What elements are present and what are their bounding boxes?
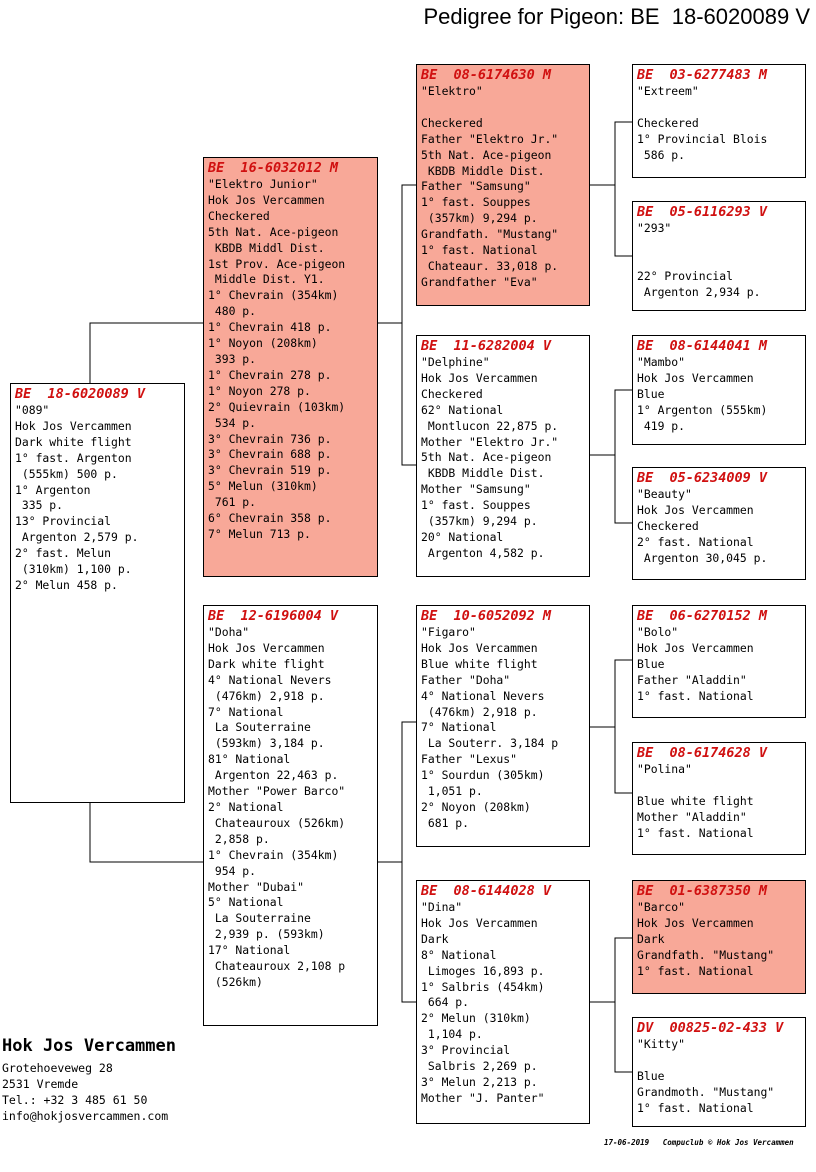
ring-number: BE 08-6174630 M — [421, 67, 552, 83]
pigeon-detail-line: 1° fast. Souppes — [421, 498, 531, 513]
pigeon-detail-line: 419 p. — [637, 418, 686, 433]
pigeon-detail-line: "Barco" — [637, 900, 686, 914]
pigeon-detail-line: 2° fast. Melun — [15, 546, 112, 561]
pigeon-card-ggm-2[interactable] — [632, 467, 806, 580]
loft-street: Grotehoeveweg 28 — [2, 1061, 113, 1075]
pigeon-detail-line: 6° Chevrain 358 p. — [208, 511, 332, 526]
pigeon-detail-line: 2° National — [208, 799, 284, 814]
pigeon-detail-line: Argenton 2,579 p. — [15, 530, 139, 545]
pigeon-detail-line: Dark — [637, 931, 665, 946]
pigeon-detail-line: 761 p. — [208, 495, 257, 510]
ring-number: BE 05-6234009 V — [637, 470, 768, 486]
pigeon-detail-line: Chateauroux (526km) — [208, 815, 346, 830]
pigeon-detail-line: 5° National — [208, 895, 284, 910]
pigeon-detail-line: Blue white flight — [637, 793, 754, 808]
pigeon-detail-line: "Delphine" — [421, 355, 490, 369]
pigeon-detail-line: Argenton 30,045 p. — [637, 550, 768, 565]
pigeon-detail-line: 22° Provincial — [637, 268, 734, 283]
pigeon-detail-line — [637, 1053, 801, 1069]
pigeon-detail-line: Blue — [637, 386, 665, 401]
pigeon-detail-line: 5th Nat. Ace-pigeon — [421, 147, 552, 162]
pigeon-detail-line: 3° Chevrain 688 p. — [208, 447, 332, 462]
pigeon-detail-line: "Elektro Junior" — [208, 177, 318, 191]
pigeon-detail-line: 1° fast. National — [637, 1100, 754, 1115]
pigeon-card-ggm-3[interactable] — [632, 742, 806, 855]
pigeon-card-maternal-grandfather[interactable] — [416, 605, 590, 847]
pigeon-details — [637, 900, 801, 980]
pigeon-detail-line: Hok Jos Vercammen — [421, 915, 538, 930]
ring-number: BE 11-6282004 V — [421, 338, 552, 354]
pigeon-details — [637, 762, 801, 842]
pigeon-card-paternal-grandmother[interactable] — [416, 335, 590, 577]
pigeon-detail-line — [637, 778, 801, 794]
ring-number: BE 10-6052092 M — [421, 608, 552, 624]
pigeon-detail-line: 681 p. — [421, 815, 470, 830]
page-title: Pedigree for Pigeon: BE 18-6020089 V — [423, 4, 810, 29]
pigeon-detail-line: 2° fast. National — [637, 534, 754, 549]
pigeon-detail-line: Father "Samsung" — [421, 179, 531, 194]
ring-number: BE 08-6144041 M — [637, 338, 768, 354]
pigeon-detail-line: 2° Quievrain (103km) — [208, 399, 346, 414]
pigeon-detail-line: Montlucon 22,875 p. — [421, 418, 559, 433]
pigeon-detail-line: 3° Melun 2,213 p. — [421, 1074, 538, 1089]
ring-number: BE 06-6270152 M — [637, 608, 768, 624]
pigeon-detail-line: Hok Jos Vercammen — [637, 370, 754, 385]
pigeon-detail-line: 81° National — [208, 752, 291, 767]
pigeon-detail-line: 1° Noyon (208km) — [208, 336, 318, 351]
pigeon-detail-line: 62° National — [421, 402, 504, 417]
pigeon-detail-line — [637, 100, 801, 116]
pigeon-detail-line: (357km) 9,294 p. — [421, 514, 538, 529]
pigeon-detail-line: 20° National — [421, 529, 504, 544]
pigeon-detail-line: 586 p. — [637, 147, 686, 162]
pigeon-detail-line: Blue — [637, 1068, 665, 1083]
pigeon-detail-line: 1° Argenton — [15, 482, 91, 497]
pigeon-detail-line: 480 p. — [208, 304, 257, 319]
pigeon-detail-line: Mother "J. Panter" — [421, 1090, 545, 1105]
pigeon-detail-line: 1° fast. National — [637, 825, 754, 840]
pigeon-detail-line: 954 p. — [208, 863, 257, 878]
pigeon-details — [208, 177, 373, 543]
pigeon-detail-line: Father "Lexus" — [421, 752, 518, 767]
pigeon-detail-line: 13° Provincial — [15, 514, 112, 529]
ring-number: BE 05-6116293 V — [637, 204, 768, 220]
ring-number: BE 01-6387350 M — [637, 883, 768, 899]
pigeon-detail-line: 3° Chevrain 519 p. — [208, 463, 332, 478]
pigeon-details — [637, 1037, 801, 1117]
pigeon-detail-line: 1° Noyon 278 p. — [208, 383, 311, 398]
pigeon-detail-line: Hok Jos Vercammen — [208, 640, 325, 655]
pigeon-detail-line: 1° Argenton (555km) — [637, 402, 768, 417]
pigeon-card-ggm-4[interactable] — [632, 1017, 806, 1127]
pigeon-detail-line: Argenton 2,934 p. — [637, 284, 761, 299]
pigeon-detail-line: 1,104 p. — [421, 1027, 483, 1042]
pigeon-detail-line: Chateauroux 2,108 p — [208, 959, 346, 974]
pigeon-detail-line: Dark white flight — [15, 434, 132, 449]
pigeon-detail-line: La Souterraine — [208, 720, 311, 735]
pigeon-detail-line — [421, 100, 585, 116]
pigeon-detail-line: "Dina" — [421, 900, 463, 914]
pigeon-detail-line: 2,858 p. — [208, 831, 270, 846]
pigeon-card-ggm-1[interactable] — [632, 201, 806, 311]
pigeon-detail-line: 17° National — [208, 943, 291, 958]
pigeon-detail-line: "Mambo" — [637, 355, 686, 369]
pigeon-detail-line — [637, 253, 801, 269]
pigeon-detail-line: 1° Chevrain 278 p. — [208, 367, 332, 382]
pigeon-detail-line: Mother "Power Barco" — [208, 784, 346, 799]
ring-number: BE 12-6196004 V — [208, 608, 339, 624]
pigeon-details — [421, 900, 585, 1107]
pigeon-card-ggf-1[interactable] — [632, 64, 806, 178]
pigeon-detail-line — [637, 237, 801, 253]
pigeon-detail-line: (310km) 1,100 p. — [15, 562, 132, 577]
pigeon-detail-line: 4° National Nevers — [208, 672, 332, 687]
pigeon-card-ggf-3[interactable] — [632, 605, 806, 718]
pigeon-detail-line: "Extreem" — [637, 84, 699, 98]
pigeon-detail-line: "Bolo" — [637, 625, 679, 639]
ring-number: DV 00825-02-433 V — [637, 1020, 784, 1036]
pigeon-detail-line: (476km) 2,918 p. — [421, 704, 538, 719]
ring-number: BE 16-6032012 M — [208, 160, 339, 176]
pigeon-detail-line: "Polina" — [637, 762, 692, 776]
pigeon-detail-line: Hok Jos Vercammen — [208, 192, 325, 207]
pigeon-detail-line: Middle Dist. Y1. — [208, 272, 325, 287]
pigeon-detail-line: Grandmoth. "Mustang" — [637, 1084, 775, 1099]
pigeon-detail-line: (526km) — [208, 974, 263, 989]
pigeon-details — [208, 625, 373, 991]
pigeon-detail-line: Hok Jos Vercammen — [15, 418, 132, 433]
pigeon-detail-line: Checkered — [637, 518, 699, 533]
pigeon-details — [421, 84, 585, 291]
pigeon-detail-line: Checkered — [421, 386, 483, 401]
pigeon-detail-line: 1° Chevrain 418 p. — [208, 320, 332, 335]
pigeon-detail-line: 1° Salbris (454km) — [421, 979, 545, 994]
pigeon-detail-line: Argenton 22,463 p. — [208, 768, 339, 783]
pigeon-detail-line: "Kitty" — [637, 1037, 686, 1051]
pigeon-detail-line: Hok Jos Vercammen — [637, 915, 754, 930]
pigeon-detail-line: Checkered — [208, 208, 270, 223]
loft-name: Hok Jos Vercammen — [2, 1036, 176, 1056]
ring-number: BE 03-6277483 M — [637, 67, 768, 83]
pigeon-detail-line: "089" — [15, 403, 50, 417]
pigeon-detail-line: 1° Provincial Blois — [637, 131, 768, 146]
pigeon-card-subject[interactable] — [10, 383, 185, 803]
pigeon-detail-line: 5° Melun (310km) — [208, 479, 318, 494]
pigeon-detail-line: 1° Sourdun (305km) — [421, 768, 545, 783]
pigeon-detail-line: (476km) 2,918 p. — [208, 688, 325, 703]
pigeon-detail-line: 2° Melun (310km) — [421, 1011, 531, 1026]
pigeon-detail-line: Grandfath. "Mustang" — [421, 227, 559, 242]
pigeon-detail-line: (357km) 9,294 p. — [421, 211, 538, 226]
pigeon-detail-line: 4° National Nevers — [421, 688, 545, 703]
pigeon-detail-line: 3° Chevrain 736 p. — [208, 431, 332, 446]
pigeon-detail-line: Limoges 16,893 p. — [421, 963, 545, 978]
pigeon-details — [637, 487, 801, 567]
pigeon-detail-line: 7° Melun 713 p. — [208, 526, 311, 541]
pigeon-detail-line: Dark white flight — [208, 656, 325, 671]
pigeon-detail-line: 1° fast. Souppes — [421, 195, 531, 210]
pigeon-detail-line: 1° fast. National — [637, 963, 754, 978]
pigeon-detail-line: 1° fast. Argenton — [15, 450, 132, 465]
pigeon-detail-line: Grandfath. "Mustang" — [637, 947, 775, 962]
pigeon-detail-line: 1° Chevrain (354km) — [208, 288, 339, 303]
pigeon-detail-line: "Beauty" — [637, 487, 692, 501]
pigeon-card-ggf-4[interactable] — [632, 880, 806, 994]
pigeon-detail-line: 664 p. — [421, 995, 470, 1010]
pigeon-detail-line: 5th Nat. Ace-pigeon — [208, 224, 339, 239]
pigeon-detail-line: 5th Nat. Ace-pigeon — [421, 450, 552, 465]
pigeon-detail-line: Mother "Samsung" — [421, 482, 531, 497]
pigeon-detail-line: 7° National — [421, 720, 497, 735]
pigeon-detail-line: Hok Jos Vercammen — [421, 640, 538, 655]
pigeon-details — [637, 625, 801, 705]
loft-email[interactable]: info@hokjosvercammen.com — [2, 1109, 169, 1123]
pigeon-card-mother[interactable] — [203, 605, 378, 1026]
pigeon-details — [421, 355, 585, 562]
pigeon-details — [421, 625, 585, 832]
pigeon-details — [637, 221, 801, 301]
pigeon-detail-line: (555km) 500 p. — [15, 466, 118, 481]
pigeon-detail-line: Father "Elektro Jr." — [421, 131, 559, 146]
pigeon-detail-line: "Figaro" — [421, 625, 476, 639]
pigeon-detail-line: (593km) 3,184 p. — [208, 736, 325, 751]
ring-number: BE 18-6020089 V — [15, 386, 146, 402]
pigeon-detail-line: Mother "Aladdin" — [637, 809, 747, 824]
pigeon-detail-line: 534 p. — [208, 415, 257, 430]
pigeon-detail-line: Blue — [637, 656, 665, 671]
pigeon-card-maternal-grandmother[interactable] — [416, 880, 590, 1124]
pigeon-detail-line: 2,939 p. (593km) — [208, 927, 325, 942]
pigeon-detail-line: Father "Doha" — [421, 672, 511, 687]
pigeon-card-paternal-grandfather[interactable] — [416, 64, 590, 306]
pigeon-detail-line: Hok Jos Vercammen — [637, 502, 754, 517]
loft-city: 2531 Vremde — [2, 1077, 79, 1091]
pigeon-detail-line: KBDB Middle Dist. — [421, 466, 545, 481]
pigeon-detail-line: Argenton 4,582 p. — [421, 545, 545, 560]
pigeon-card-father[interactable] — [203, 157, 378, 577]
pigeon-detail-line: La Souterraine — [208, 911, 311, 926]
pigeon-detail-line: Grandfather "Eva" — [421, 274, 538, 289]
ring-number: BE 08-6144028 V — [421, 883, 552, 899]
pigeon-card-ggf-2[interactable] — [632, 335, 806, 445]
pigeon-detail-line: 1° Chevrain (354km) — [208, 847, 339, 862]
pigeon-detail-line: Father "Aladdin" — [637, 672, 747, 687]
pigeon-detail-line: La Souterr. 3,184 p — [421, 736, 559, 751]
pigeon-detail-line: 2° Melun 458 p. — [15, 577, 118, 592]
pigeon-detail-line: Dark — [421, 931, 449, 946]
pigeon-detail-line: Mother "Elektro Jr." — [421, 434, 559, 449]
print-credit: 17-06-2019 Compuclub © Hok Jos Vercammen — [604, 1138, 794, 1147]
pigeon-detail-line: Checkered — [421, 115, 483, 130]
pigeon-detail-line: Blue white flight — [421, 656, 538, 671]
pigeon-detail-line: "Elektro" — [421, 84, 483, 98]
pigeon-detail-line: Checkered — [637, 115, 699, 130]
pigeon-details — [15, 403, 180, 594]
pigeon-detail-line: 7° National — [208, 704, 284, 719]
pigeon-detail-line: 1st Prov. Ace-pigeon — [208, 256, 346, 271]
loft-phone: Tel.: +32 3 485 61 50 — [2, 1093, 148, 1107]
pigeon-detail-line: 2° Noyon (208km) — [421, 799, 531, 814]
pigeon-detail-line: 393 p. — [208, 351, 257, 366]
pigeon-details — [637, 84, 801, 164]
pigeon-detail-line: Mother "Dubai" — [208, 879, 305, 894]
pigeon-detail-line: 8° National — [421, 947, 497, 962]
pigeon-detail-line: "Doha" — [208, 625, 250, 639]
pigeon-detail-line: KBDB Middl Dist. — [208, 240, 325, 255]
pigeon-detail-line: 1° fast. National — [421, 243, 538, 258]
pigeon-detail-line: Salbris 2,269 p. — [421, 1059, 538, 1074]
ring-number: BE 08-6174628 V — [637, 745, 768, 761]
pigeon-detail-line: 335 p. — [15, 498, 64, 513]
pigeon-detail-line: Hok Jos Vercammen — [637, 640, 754, 655]
pigeon-detail-line: KBDB Middle Dist. — [421, 163, 545, 178]
pigeon-detail-line: "293" — [637, 221, 672, 235]
pigeon-details — [637, 355, 801, 435]
pigeon-detail-line: 3° Provincial — [421, 1043, 511, 1058]
pigeon-detail-line: 1,051 p. — [421, 784, 483, 799]
pigeon-detail-line: Hok Jos Vercammen — [421, 370, 538, 385]
pigeon-detail-line: 1° fast. National — [637, 688, 754, 703]
pigeon-detail-line: Chateaur. 33,018 p. — [421, 258, 559, 273]
